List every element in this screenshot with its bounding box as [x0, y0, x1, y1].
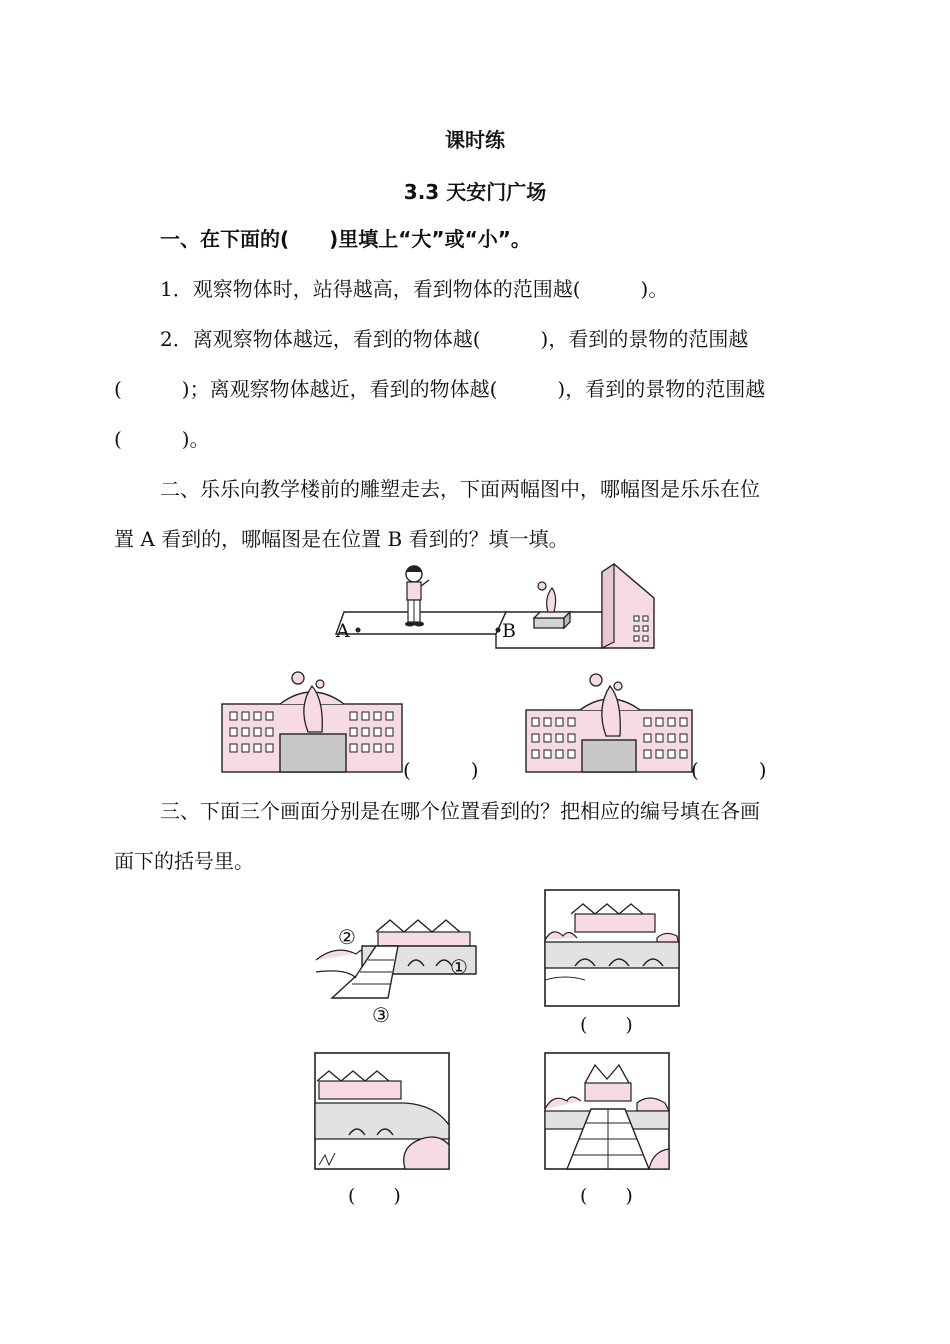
answer-top-right-blank[interactable]: ( )	[580, 1014, 633, 1036]
section2-line2: 置 A 看到的，哪幅图是在位置 B 看到的？填一填。	[114, 527, 569, 551]
question-1: 1．观察物体时，站得越高，看到物体的范围越( )。	[160, 277, 669, 301]
point-a-label: A	[336, 620, 350, 642]
answer-left-blank[interactable]: ( )	[403, 758, 479, 782]
section3-line1: 三、下面三个画面分别是在哪个位置看到的？把相应的编号填在各画	[160, 799, 760, 823]
point-b-marker	[496, 628, 501, 633]
question-2-line2: ( )；离观察物体越近，看到的物体越( )，看到的景物的范围越	[114, 377, 766, 401]
point-b-label: B	[502, 620, 516, 642]
view-top-right	[545, 890, 679, 1006]
answer-bottom-right-blank[interactable]: ( )	[580, 1185, 633, 1207]
answer-bottom-left-blank[interactable]: ( )	[348, 1185, 401, 1207]
answer-right-blank[interactable]: ( )	[691, 758, 767, 782]
view-option-right	[526, 666, 692, 774]
marker-1-label: ①	[450, 955, 468, 979]
school-building-figure	[602, 564, 654, 648]
section3-line2: 面下的括号里。	[114, 849, 254, 873]
page-title: 课时练	[445, 128, 505, 152]
section2-line1: 二、乐乐向教学楼前的雕塑走去，下面两幅图中，哪幅图是乐乐在位	[160, 477, 760, 501]
point-a-marker	[356, 628, 361, 633]
section1-heading: 一、在下面的( )里填上“大”或“小”。	[160, 227, 531, 251]
view-bottom-right	[545, 1053, 669, 1169]
marker-3-label: ③	[372, 1003, 390, 1027]
statue-figure	[534, 582, 570, 628]
marker-2-label: ②	[338, 925, 356, 949]
lesson-subtitle: 3.3 天安门广场	[403, 180, 547, 204]
question-2-line1: 2．离观察物体越远，看到的物体越( )，看到的景物的范围越	[160, 327, 749, 351]
walk-scene-figure	[334, 560, 664, 660]
view-bottom-left	[315, 1053, 449, 1169]
view-option-left	[222, 666, 402, 774]
question-2-line3: ( )。	[114, 427, 210, 451]
